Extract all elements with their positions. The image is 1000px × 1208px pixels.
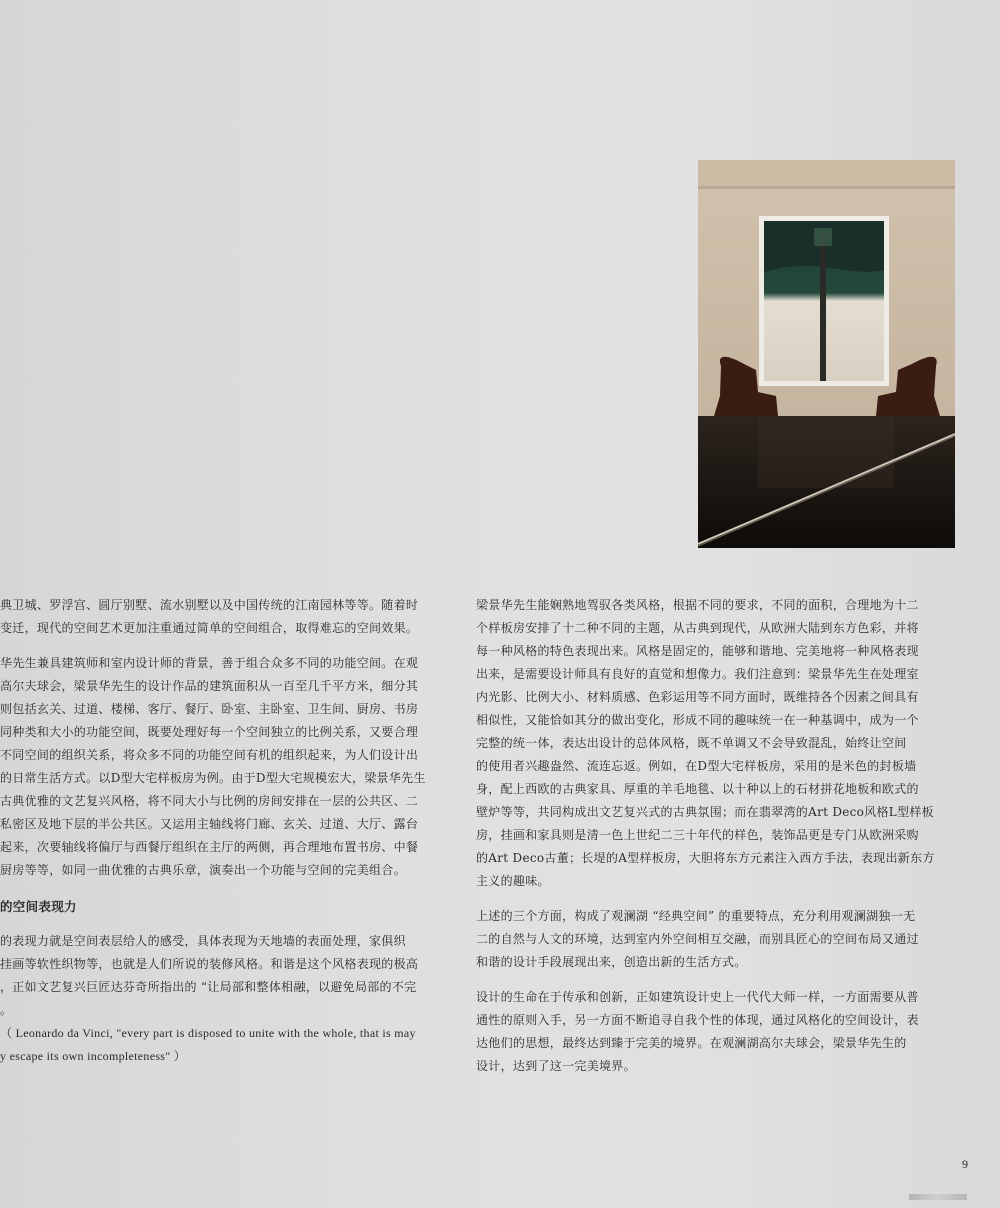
footer-watermark [909, 1194, 967, 1200]
page-number: 9 [962, 1157, 968, 1171]
paragraph-intro: 典卫城、罗浮宫、圆厅别墅、流水别墅以及中国传统的江南园林等等。随着时 变迁，现代的空间艺术更加注重通过简单的空间组合，取得难忘的空间效果。 [0, 598, 419, 635]
paragraph-expressiveness: 的表现力就是空间表层给人的感受，具体表现为天地墙的表面处理，家俱织 挂画等软性织物等，也就是人们所说的装修风格。和谐是这个风格表现的极高 ，正如文艺复兴巨匠达芬奇所指出的 “让局部和整体相融，以避免局部的不完 。 [0, 934, 419, 1017]
right-text-column [476, 594, 960, 1078]
paragraph-da-vinci-quote: （ Leonardo da Vinci, "every part is disposed to unite with the whole, that is may y escape its own incompleteness" ） [0, 1026, 416, 1063]
paragraph-styles: 梁景华先生能娴熟地驾驭各类风格，根据不同的要求，不同的面积，合理地为十二 个样板房安排了十二种不同的主题，从古典到现代，从欧洲大陆到东方色彩，并将 每一种风格的特色表现出来。风格是固定的，能够和谐地、完美地将一种风格表现 出来，是需要设计师具有良好的直觉和想像力。我们注意到：梁景华先生在处理室 内光影、比例大小、材料质感、色彩运用等不同方面时，既维持各个因素之间具有 相似性，又能恰如其分的做出变化，形成不同的趣味统一在一种基调中，成为一个 完整的统一体，表达出设计的总体风格，既不单调又不会导致混乱，始终让空间 的使用者兴趣盎然、流连忘返。例如，在D型大宅样板房，采用的是米色的封板墙 身，配上西欧的古典家具、厚重的羊毛地毯、以十种以上的石材拼花地板和欧式的 壁炉等等，共同构成出文艺复兴式的古典氛围；而在翡翠湾的Art Deco风格L型样板 房，挂画和家具则是清一色上世纪二三十年代的样色，装饰品更是专门从欧洲采购 的Art Deco古董；长堤的A型样板房，大胆将东方元素注入西方手法，表现出新东方 主义的趣味。 [476, 598, 935, 888]
interior-photo [698, 160, 955, 548]
section-heading: 的空间表现力 [0, 899, 77, 914]
left-text-column [0, 594, 452, 1068]
paragraph-function-spaces: 华先生兼具建筑师和室内设计师的背景，善于组合众多不同的功能空间。在观 高尔夫球会，梁景华先生的设计作品的建筑面积从一百至几千平方米，细分其 则包括玄关、过道、楼梯、客厅、餐厅、卧室、主卧室、卫生间、厨房、书房 同种类和大小的功能空间，既要处理好每一个空间独立的比例关系，又要合理 不同空间的组织关系，将众多不同的功能空间有机的组织起来，为人们设计出 的日常生活方式。以D型大宅样板房为例。由于D型大宅规模宏大，梁景华先生 古典优雅的文艺复兴风格，将不同大小与比例的房间安排在一层的公共区、二 私密区及地下层的半公共区。又运用主轴线将门廊、玄关、过道、大厅、露台 起来，次要轴线将偏厅与西餐厅组织在主厅的两侧，再合理地布置书房、中餐 厨房等等，如同一曲优雅的古典乐章，演奏出一个功能与空间的完美组合。 [0, 656, 426, 877]
paragraph-features: 上述的三个方面，构成了观澜湖 “经典空间” 的重要特点，充分利用观澜湖独一无 二的自然与人文的环境，达到室内外空间相互交融，而别具匠心的空间布局又通过 和谐的设计手段展现出来，创造出新的生活方式。 [476, 909, 919, 969]
paragraph-conclusion: 设计的生命在于传承和创新，正如建筑设计史上一代代大师一样，一方面需要从普 通性的原则入手，另一方面不断追寻自我个性的体现，通过风格化的空间设计，表 达他们的思想，最终达到臻于完美的境界。在观澜湖高尔夫球会，梁景华先生的 设计，达到了这一完美境界。 [476, 990, 919, 1073]
